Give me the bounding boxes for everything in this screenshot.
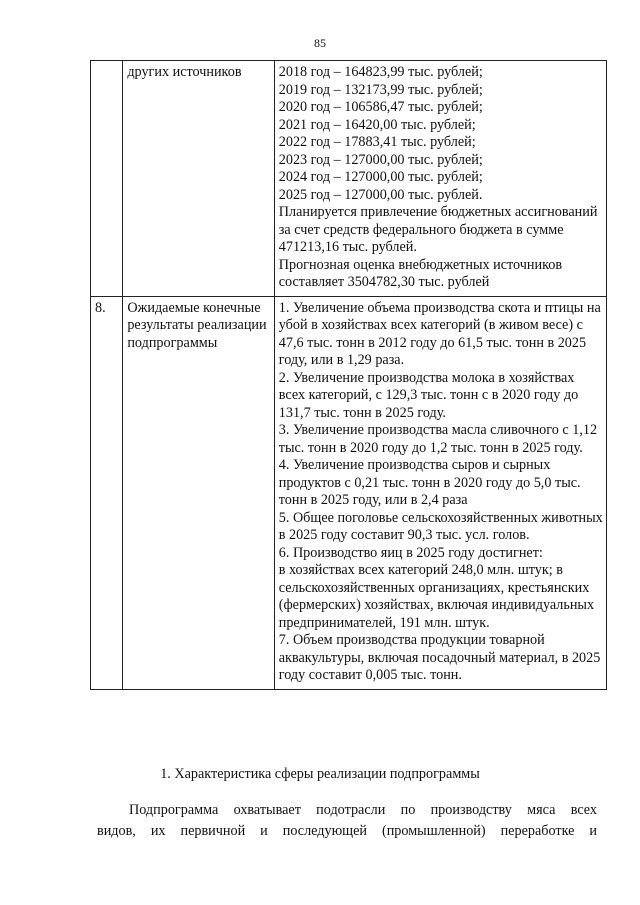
value-paragraph: Прогнозная оценка внебюджетных источников составляет 3504782,30 тыс. рублей [278,256,563,290]
value-line: 2019 год – 132173,99 тыс. рублей; [278,81,483,98]
body-line: видов, их первичной и последующей (промышленной) переработке и [97,823,597,839]
value-line: 2021 год – 16420,00 тыс. рублей; [278,116,476,133]
section-heading: 1. Характеристика сферы реализации подпрограммы [160,766,480,782]
row-number: 8. [91,296,123,689]
result-item: 5. Общее поголовье сельскохозяйственных животных в 2025 году составит 90,3 тыс. усл. голов. [278,509,603,543]
value-line: 2025 год – 127000,00 тыс. рублей. [278,186,483,203]
value-line: 2018 год – 164823,99 тыс. рублей; [278,64,483,80]
row-number [91,61,123,297]
table-row [91,61,607,297]
value-line: 2024 год – 127000,00 тыс. рублей; [278,169,483,185]
result-item: 3. Увеличение производства масла сливочного с 1,12 тыс. тонн в 2020 году до 1,2 тыс. тонн в 2025 году. [278,422,598,456]
result-item: 1. Увеличение объема производства скота и птицы на убой в хозяйствах всех категорий (в живом весе) с 47,6 тыс. тонн в 2012 году до 61,5 тыс. тонн в 2025 году, или в 1,29 раза. [278,299,601,368]
subprogram-passport-table [90,60,607,690]
row-value [274,61,606,297]
result-item: 4. Увеличение производства сыров и сырных продуктов с 0,21 тыс. тонн в 2020 году до 5,0 тыс. тонн в 2025 году, или в 2,4 раза [278,457,581,508]
page-number: 85 [314,36,326,50]
result-item: 6. Производство яиц в 2025 году достигнет: [278,544,543,561]
row-label: Ожидаемые конечные результаты реализации подпрограммы [123,296,274,689]
result-item: 7. Объем производства продукции товарной аквакультуры, включая посадочный материал, в 2025 году составит 0,005 тыс. тонн. [278,632,601,683]
value-line: 2020 год – 106586,47 тыс. рублей; [278,99,483,115]
table-row [91,296,607,689]
value-line: 2022 год – 17883,41 тыс. рублей; [278,134,476,150]
value-line: 2023 год – 127000,00 тыс. рублей; [278,151,483,168]
result-item: 2. Увеличение производства молока в хозяйствах всех категорий, с 129,3 тыс. тонн с в 2020 году до 131,7 тыс. тонн в 2025 году. [278,369,579,421]
result-item: в хозяйствах всех категорий 248,0 млн. штук; в сельскохозяйственных организациях, крестьянских (фермерских) хозяйствах, включая индивидуальных предпринимателей, 191 млн. штук. [278,562,595,631]
row-label: других источников [123,61,274,297]
row-value [274,296,606,689]
value-paragraph: Планируется привлечение бюджетных ассигнований за счет средств федерального бюджета в сумме 471213,16 тыс. рублей. [278,204,598,255]
body-line: Подпрограмма охватывает подотрасли по производству мяса всех [129,802,597,818]
body-paragraph [97,800,597,842]
